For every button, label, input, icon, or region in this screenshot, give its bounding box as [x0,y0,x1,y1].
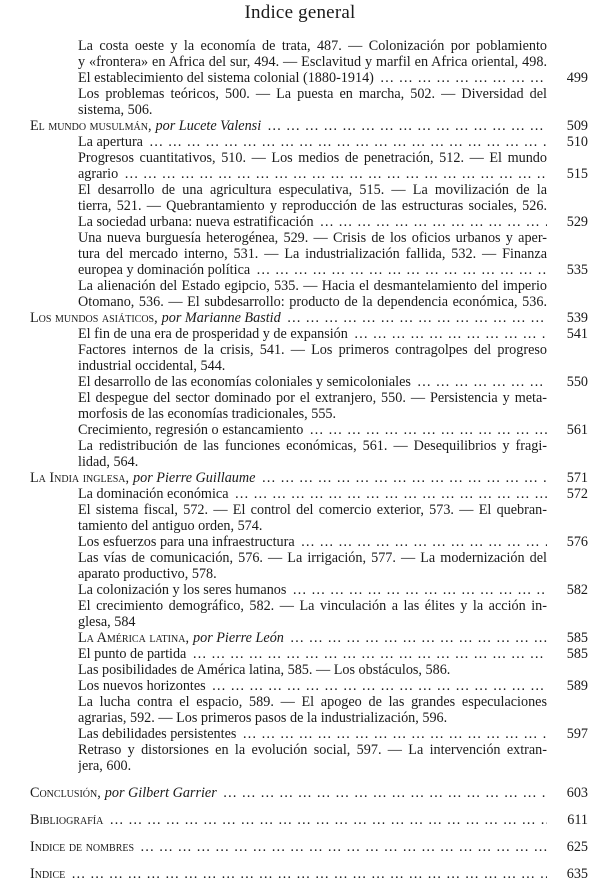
dot-leader [217,785,547,801]
section-title[interactable]: La India inglesa, [30,470,130,486]
page-number: 541 [566,326,588,342]
toc-section [0,470,600,486]
entry-text: Factores internos de la crisis, 541. — Los primeros contragolpes del progreso [78,342,547,358]
toc-entry [0,726,600,742]
entry-title[interactable]: El desarrollo de las economías coloniales y semicoloniales [78,374,411,390]
toc-entry [0,678,600,694]
entry-text: Los problemas teóricos, 500. — La puesta en marcha, 502. — Diversidad del [78,86,547,102]
toc-subentry-text [0,406,600,422]
toc-subentry-text [0,454,600,470]
page-number: 529 [566,214,588,230]
dot-leader [250,262,547,278]
entry-text: Otomano, 536. — El subdesarrollo: producto de la dependencia económica, 536. [78,294,547,310]
toc-section [0,310,600,326]
entry-text: tamiento del antiguo orden, 574. [78,518,263,534]
dot-leader [255,470,547,486]
dot-leader [286,582,547,598]
page-number: 603 [566,785,588,801]
entry-text: industrial occidental, 544. [78,358,226,374]
toc-entry [0,326,600,342]
page-number: 585 [566,646,588,662]
toc-subentry-text [0,438,600,454]
entry-text: Las vías de comunicación, 576. — La irrigación, 577. — La modernización del [78,550,547,566]
toc-subentry-text [0,662,600,678]
page-number: 571 [566,470,588,486]
entry-text: La alienación del Estado egipcio, 535. — Hacia el desmantelamiento del imperio [78,278,547,294]
section-title[interactable]: La América latina, [78,630,189,646]
dot-leader [348,326,547,342]
toc-entry [0,422,600,438]
entry-text: tierra, 521. — Quebrantamiento y reproducción de las estructuras sociales, 526. [78,198,547,214]
toc-subentry-text [0,150,600,166]
entry-text: La redistribución de las funciones económicas, 561. — Desequilibrios y fragi- [78,438,547,454]
toc-entry [0,166,600,182]
toc-section [0,785,600,801]
toc-subentry-text [0,614,600,630]
toc-entry [0,646,600,662]
entry-text: El desarrollo de una agricultura especulativa, 515. — La movilización de la [78,182,547,198]
entry-text: Retraso y distorsiones en la evolución social, 597. — La intervención extran- [78,742,547,758]
entry-title[interactable]: Los esfuerzos para una infraestructura [78,534,295,550]
entry-text: El despegue del sector dominado por el extranjero, 550. — Persistencia y meta- [78,390,547,406]
toc-entry [0,70,600,86]
dot-leader [143,134,547,150]
page-number: 597 [566,726,588,742]
toc-subentry-text [0,390,600,406]
page-number: 535 [566,262,588,278]
entry-text: El sistema fiscal, 572. — El control del comercio exterior, 573. — El quebran- [78,502,547,518]
toc-entry [0,134,600,150]
table-of-contents [0,38,600,882]
page-number: 589 [566,678,588,694]
dot-leader [236,726,547,742]
entry-title[interactable]: La dominación económica [78,486,229,502]
entry-title[interactable]: Los nuevos horizontes [78,678,206,694]
page-number: 585 [566,630,588,646]
entry-text: morfosis de las economías tradicionales, 555. [78,406,337,422]
page-number: 572 [566,486,588,502]
section-title[interactable]: Indice de nombres [30,839,135,855]
dot-leader [65,866,547,882]
page-number: 509 [566,118,588,134]
entry-text: La lucha contra el espacio, 589. — El apogeo de las grandes especulaciones [78,694,547,710]
page-number: 576 [566,534,588,550]
entry-text: Una nueva burguesía heterogénea, 529. — Crisis de los oficios urbanos y aper- [78,230,547,246]
page-number: 539 [566,310,588,326]
section-author: por Pierre León [193,630,284,646]
page-number: 611 [567,812,588,828]
toc-section [0,118,600,134]
entry-title[interactable]: El establecimiento del sistema colonial (1880-1914) [78,70,374,86]
entry-title[interactable]: agrario [78,166,119,182]
entry-text: El crecimiento demográfico, 582. — La vinculación a las élites y la acción in- [78,598,547,614]
toc-subentry-text [0,598,600,614]
section-author: por Marianne Bastid [161,310,281,326]
toc-subentry-text [0,294,600,310]
dot-leader [411,374,547,390]
page-number: 625 [566,839,588,855]
toc-subentry-text [0,502,600,518]
dot-leader [284,630,547,646]
entry-text: sistema, 506. [78,102,153,118]
page-number: 561 [566,422,588,438]
section-author: por Gilbert Garrier [104,785,217,801]
toc-section [0,866,600,882]
entry-text: lidad, 564. [78,454,139,470]
toc-subentry-text [0,182,600,198]
entry-title[interactable]: Las debilidades persistentes [78,726,237,742]
entry-text: aparato productivo, 578. [78,566,217,582]
dot-leader [374,70,547,86]
dot-leader [281,310,547,326]
page-number: 499 [566,70,588,86]
page-number: 635 [566,866,588,882]
dot-leader [303,422,547,438]
toc-subentry-text [0,198,600,214]
page-number: 515 [566,166,588,182]
toc-entry [0,534,600,550]
dot-leader [261,118,547,134]
entry-title[interactable]: La colonización y los seres humanos [78,582,287,598]
toc-subentry-text [0,102,600,118]
toc-subentry-text [0,342,600,358]
entry-text: jera, 600. [78,758,132,774]
toc-section [0,630,600,646]
toc-subentry-text [0,38,600,54]
entry-text: Progresos cuantitativos, 510. — Los medios de penetración, 512. — El mundo [78,150,547,166]
dot-leader [186,646,547,662]
entry-text: agrarias, 592. — Los primeros pasos de la industrialización, 596. [78,710,448,726]
toc-subentry-text [0,86,600,102]
page-number: 550 [566,374,588,390]
entry-title[interactable]: Crecimiento, regresión o estancamiento [78,422,304,438]
entry-title[interactable]: La apertura [78,134,143,150]
section-author: por Pierre Guillaume [133,470,256,486]
toc-subentry-text [0,742,600,758]
toc-entry [0,486,600,502]
entry-text: Las posibilidades de América latina, 585. — Los obstáculos, 586. [78,662,451,678]
section-title[interactable]: Los mundos asiáticos, [30,310,158,326]
page-number: 582 [566,582,588,598]
toc-subentry-text [0,358,600,374]
section-title[interactable]: Indice [30,866,66,882]
dot-leader [229,486,548,502]
toc-subentry-text [0,758,600,774]
toc-subentry-text [0,230,600,246]
toc-subentry-text [0,278,600,294]
section-author: por Lucete Valensi [155,118,262,134]
toc-entry [0,262,600,278]
entry-text: La costa oeste y la economía de trata, 487. — Colonización por poblamiento [78,38,547,54]
dot-leader [295,534,547,550]
toc-subentry-text [0,246,600,262]
section-title[interactable]: Conclusión, [30,785,101,801]
dot-leader [206,678,547,694]
entry-title[interactable]: El fin de una era de prosperidad y de expansión [78,326,348,342]
toc-subentry-text [0,566,600,582]
entry-text: glesa, 584 [78,614,136,630]
entry-text: tura del mercado interno, 531. — La industrialización fallida, 532. — Finanza [78,246,547,262]
entry-title[interactable]: europea y dominación política [78,262,251,278]
toc-subentry-text [0,54,600,70]
entry-title[interactable]: La sociedad urbana: nueva estratificación [78,214,314,230]
section-title[interactable]: El mundo musulmán, [30,118,152,134]
entry-title[interactable]: El punto de partida [78,646,187,662]
toc-section [0,812,600,828]
toc-subentry-text [0,710,600,726]
toc-subentry-text [0,518,600,534]
toc-subentry-text [0,550,600,566]
page-number: 510 [566,134,588,150]
dot-leader [103,812,547,828]
toc-section [0,839,600,855]
toc-subentry-text [0,694,600,710]
dot-leader [118,166,547,182]
dot-leader [134,839,547,855]
dot-leader [314,214,547,230]
toc-entry [0,214,600,230]
entry-text: y «frontera» en Africa del sur, 494. — Esclavitud y marfil en Africa oriental, 498. [78,54,547,70]
section-title[interactable]: Bibliografía [30,812,104,828]
page-title: Indice general [244,2,356,23]
toc-entry [0,582,600,598]
toc-entry [0,374,600,390]
